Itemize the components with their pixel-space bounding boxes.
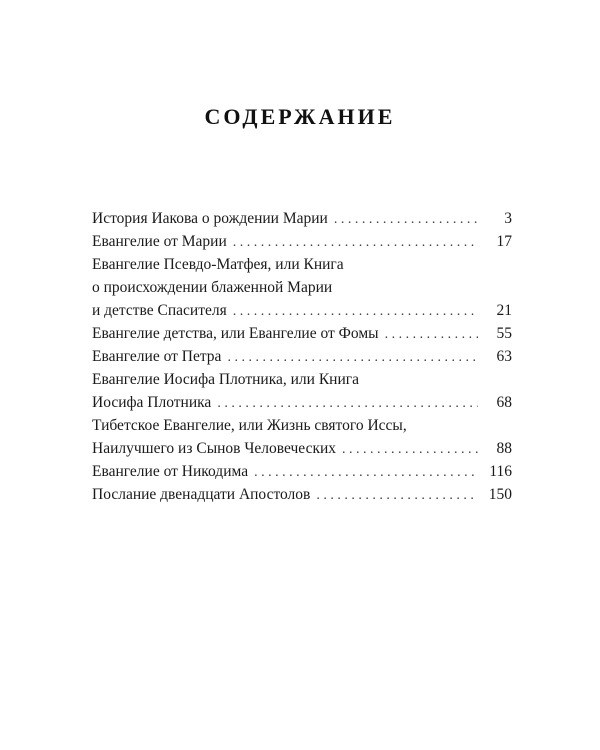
toc-page-number: 3: [504, 210, 512, 227]
toc-page-number: 55: [496, 325, 512, 342]
toc-entry-title-line: Тибетское Евангелие, или Жизнь святого Иссы,: [92, 417, 407, 434]
dot-leader: [233, 300, 478, 322]
toc-page-number: 21: [496, 302, 512, 319]
toc-page-number: 17: [496, 233, 512, 250]
toc-page-number: 63: [496, 348, 512, 365]
toc-entry-title-line: Иосифа Плотника: [92, 394, 212, 411]
toc-entry-title: Евангелие детства, или Евангелие от Фомы: [92, 325, 379, 342]
toc-page-number: 116: [489, 463, 512, 480]
toc-entry[interactable]: [92, 230, 512, 253]
toc-entry-title-line: о происхождении блаженной Марии: [92, 279, 333, 296]
toc-entry-title-line: и детстве Спасителя: [92, 302, 227, 319]
toc-entry-last-line: [92, 437, 512, 460]
toc-entry[interactable]: [92, 345, 512, 368]
page-title: СОДЕРЖАНИЕ: [204, 104, 396, 129]
toc-entry-title: История Иакова о рождении Марии: [92, 210, 328, 227]
toc-entry-title: Евангелие от Петра: [92, 348, 222, 365]
toc-entry[interactable]: [92, 460, 512, 483]
dot-leader: [385, 323, 478, 345]
dot-leader: [342, 438, 478, 460]
dot-leader: [217, 392, 478, 414]
toc-entry-title-line: Евангелие Псевдо-Матфея, или Книга: [92, 256, 344, 273]
toc-entry[interactable]: [92, 322, 512, 345]
dot-leader: [316, 484, 478, 506]
toc-entry-last-line: [92, 299, 512, 322]
toc-entry[interactable]: [92, 483, 512, 506]
dot-leader: [254, 461, 478, 483]
toc-entry-title-line: Евангелие Иосифа Плотника, или Книга: [92, 371, 360, 388]
toc-entry-title: Евангелие от Никодима: [92, 463, 249, 480]
dot-leader: [233, 231, 478, 253]
table-of-contents: [92, 207, 512, 506]
toc-entry-title: Евангелие от Марии: [92, 233, 227, 250]
dot-leader: [334, 208, 478, 230]
toc-entry-title: Послание двенадцати Апостолов: [92, 486, 311, 503]
toc-entry-title-line: Наилучшего из Сынов Человеческих: [92, 440, 337, 457]
toc-entry[interactable]: [92, 368, 512, 414]
toc-page-number: 150: [488, 486, 512, 503]
toc-entry[interactable]: [92, 253, 512, 322]
toc-entry-last-line: [92, 391, 512, 414]
dot-leader: [227, 346, 478, 368]
toc-entry[interactable]: [92, 414, 512, 460]
toc-entry[interactable]: [92, 207, 512, 230]
toc-page-number: 68: [496, 394, 512, 411]
toc-page-number: 88: [496, 440, 512, 457]
